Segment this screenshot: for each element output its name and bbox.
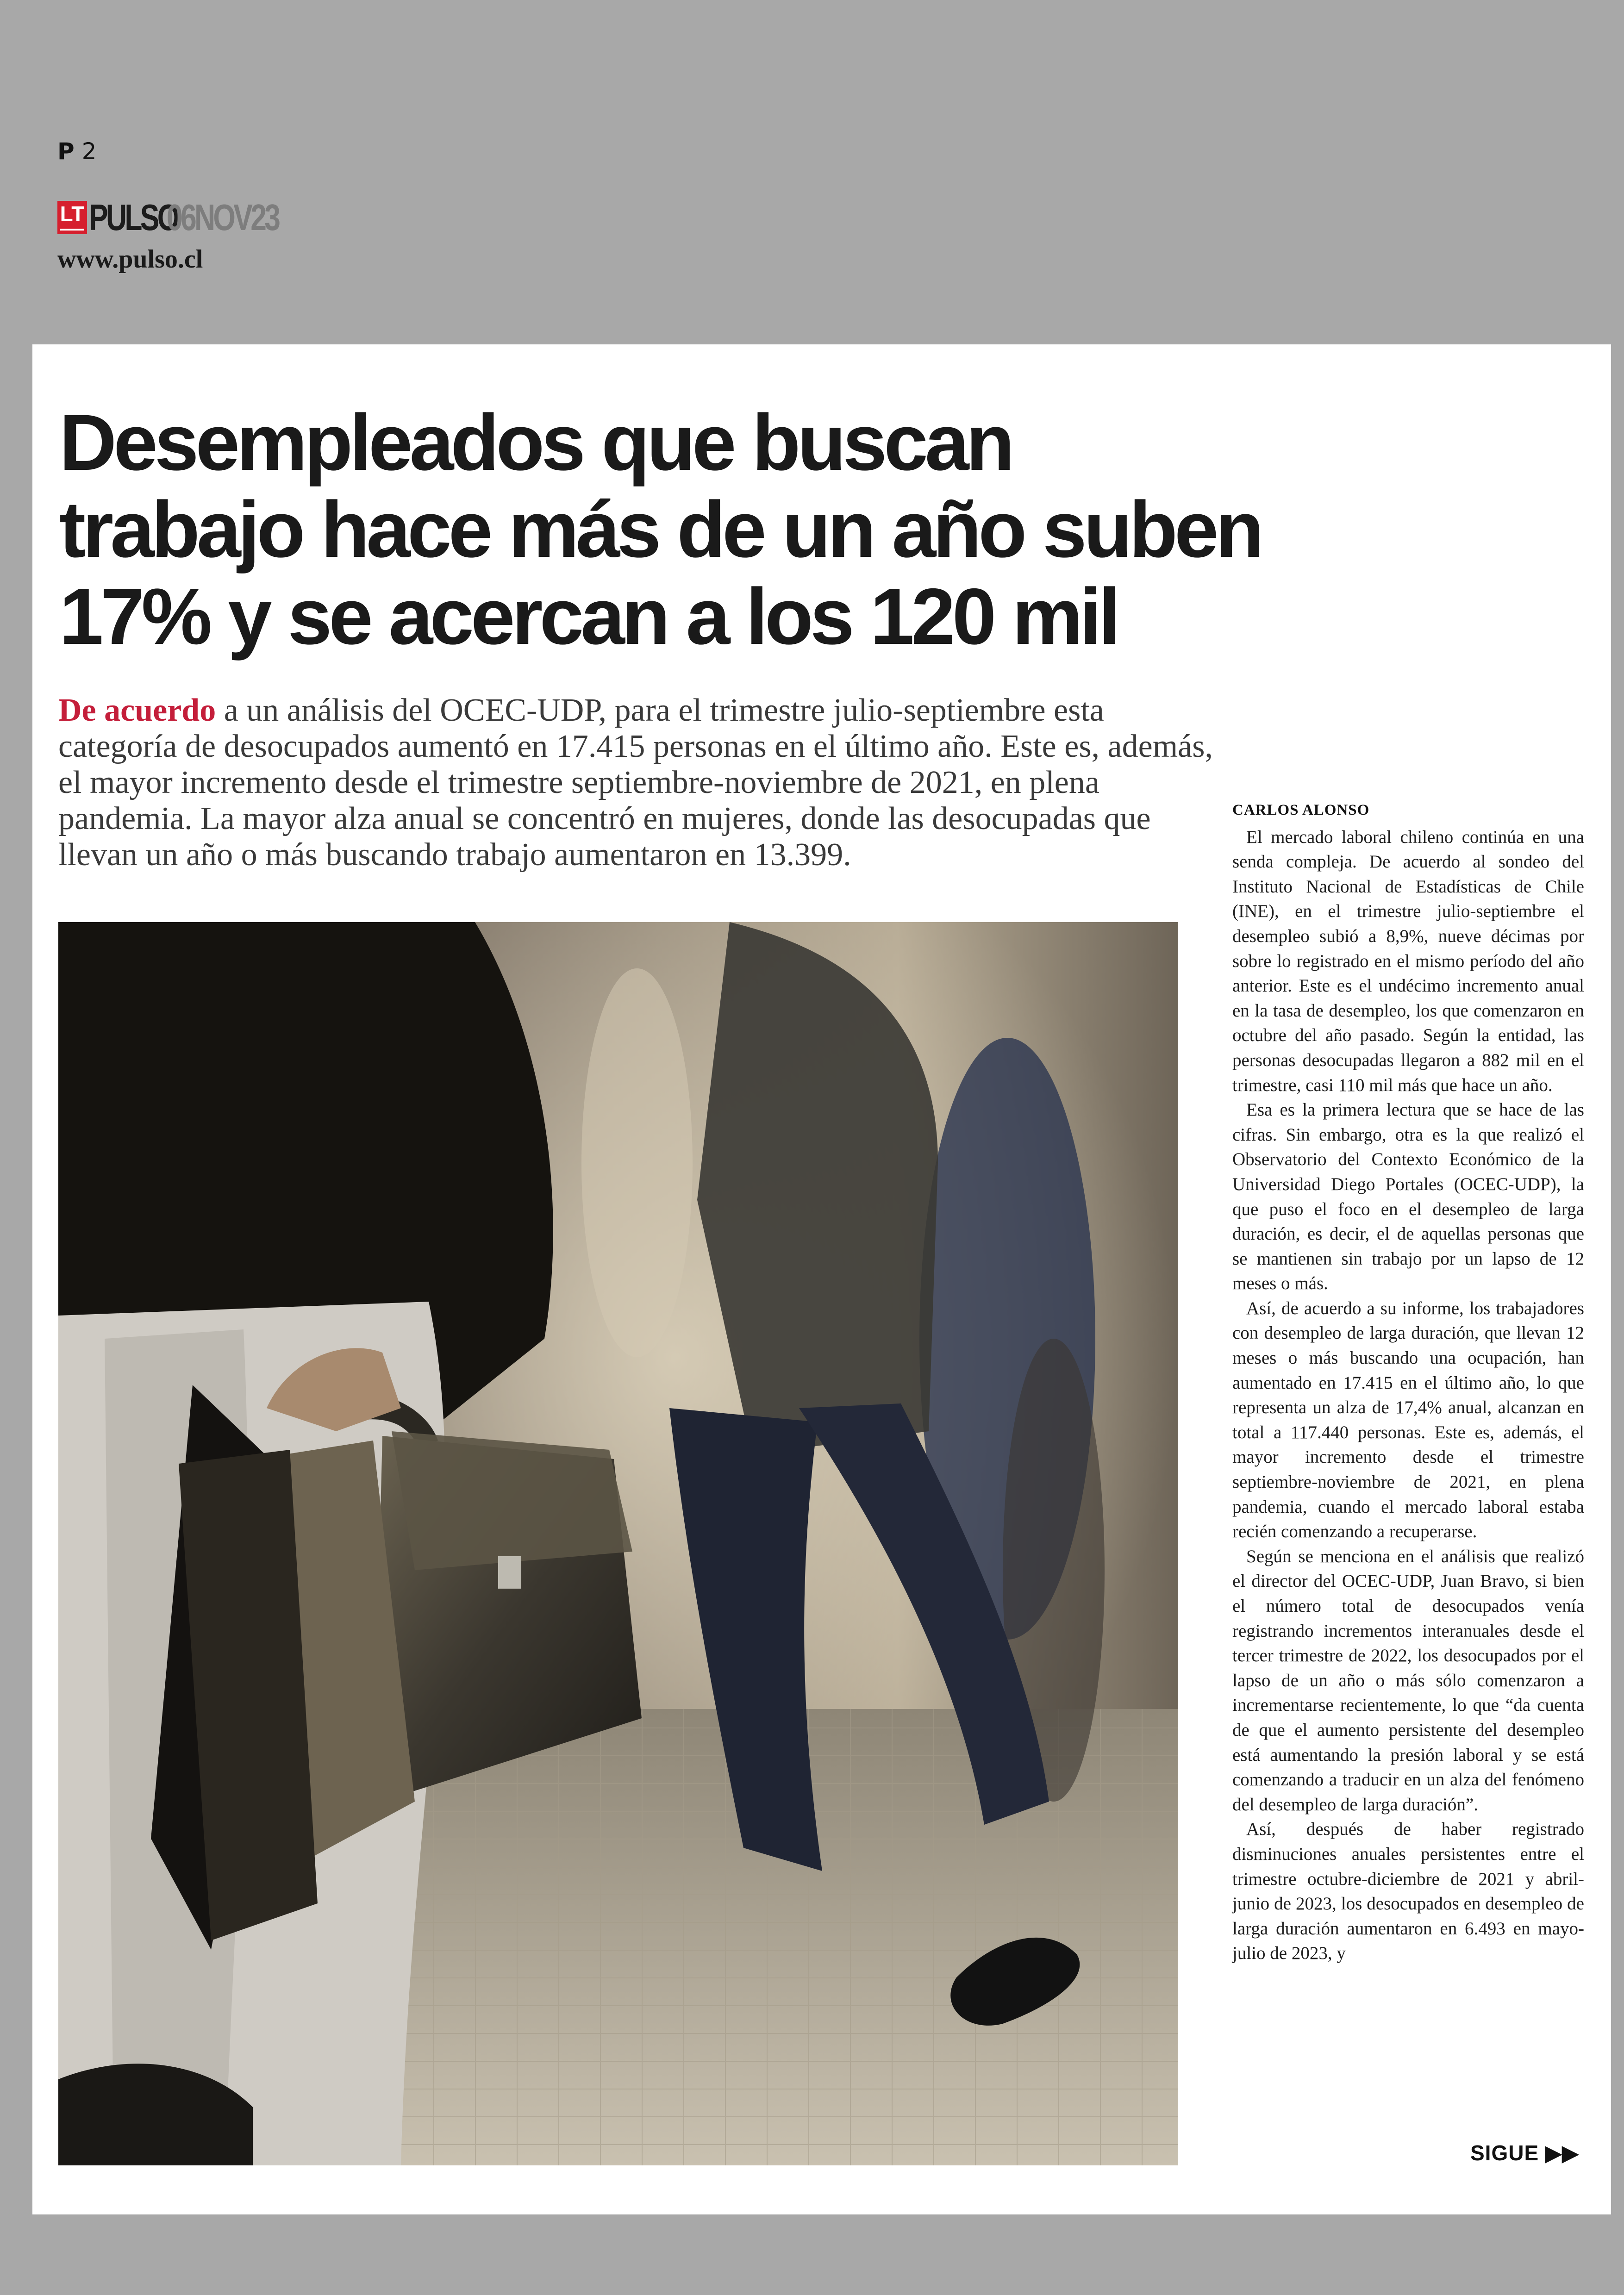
article-body	[1232, 798, 1584, 1966]
article-sheet	[32, 344, 1611, 2214]
la-tercera-logo: LT	[57, 201, 87, 234]
masthead	[57, 199, 310, 236]
body-paragraph: Así, después de haber registrado disminuciones anuales persistentes entre el trimestre octubre-diciembre de 2021 y abril-junio de 2023, los desocupados en desempleo de larga duración aumentaron en 6.493 en mayo-julio de 2023, y	[1232, 1819, 1584, 1964]
lede	[58, 692, 1216, 873]
article-photo	[58, 922, 1178, 2165]
page-number	[57, 138, 96, 165]
masthead-date: 06NOV23	[166, 197, 278, 238]
body-paragraph: El mercado laboral chileno continúa en una senda compleja. De acuerdo al sondeo del Instituto Nacional de Estadísticas de Chile (INE), en el trimestre julio-septiembre el desempleo subió a 8,9%, nueve décimas por sobre lo registrado en el mismo período del año anterior. Este es el undécimo incremento anual en la tasa de desempleo, los que comenzaron en octubre del año pasado. Según la entidad, las personas desocupadas llegaron a 882 mil en el trimestre, casi 110 mil más que hace un año.	[1232, 827, 1584, 1095]
lede-kicker: De acuerdo	[58, 692, 216, 728]
page-prefix: P	[57, 138, 75, 165]
page-number-value: 2	[81, 138, 97, 165]
site-url[interactable]: www.pulso.cl	[57, 245, 203, 274]
photo-commuters-briefcase	[58, 922, 1178, 2165]
masthead-brand: PULSO	[89, 197, 178, 238]
lede-text: a un análisis del OCEC-UDP, para el trimestre julio-septiembre esta categoría de desocupados aumentó en 17.415 personas en el último año. Este es, además, el mayor incremento desde el trimestre septiembre-noviembre de 2021, en plena pandemia. La mayor alza anual se concentró en mujeres, donde las desocupadas que llevan un año o más buscando trabajo aumentaron en 13.399.	[58, 692, 1213, 873]
body-paragraph: Así, de acuerdo a su informe, los trabajadores con desempleo de larga duración, que llevan 12 meses o más buscando una ocupación, han aumentado en 17.415 en el último año, lo que representa un alza de 17,4% anual, alcanzan en total a 117.440 personas. Este es, además, el mayor incremento desde el trimestre septiembre-noviembre de 2021, en plena pandemia, cuando el mercado laboral estaba recién comenzando a recuperarse.	[1232, 1298, 1584, 1542]
body-paragraph: Según se menciona en el análisis que realizó el director del OCEC-UDP, Juan Bravo, si bien el número total de desocupados venía registrando incrementos interanuales desde el tercer trimestre de 2022, los desocupados por el lapso de un año o más sólo comenzaron a incrementarse recientemente, lo que “da cuenta de que el aumento persistente del desempleo está aumentando la presión laboral y se está comenzando a traducir en un alza del fenómeno del desempleo de larga duración”.	[1232, 1546, 1584, 1815]
headline: Desempleados que buscan trabajo hace más de un año suben 17% y se acercan a los 120 mil	[59, 398, 1261, 661]
continue-link[interactable]: SIGUE ▶▶	[1470, 2141, 1579, 2165]
body-paragraph: Esa es la primera lectura que se hace de las cifras. Sin embargo, otra es la que realizó el Observatorio del Contexto Económico de la Universidad Diego Portales (OCEC-UDP), la que puso el foco en el desempleo de larga duración, es decir, el de aquellas personas que se mantienen sin trabajo por un lapso de 12 meses o más.	[1232, 1100, 1584, 1294]
byline: CARLOS ALONSO	[1232, 802, 1370, 818]
